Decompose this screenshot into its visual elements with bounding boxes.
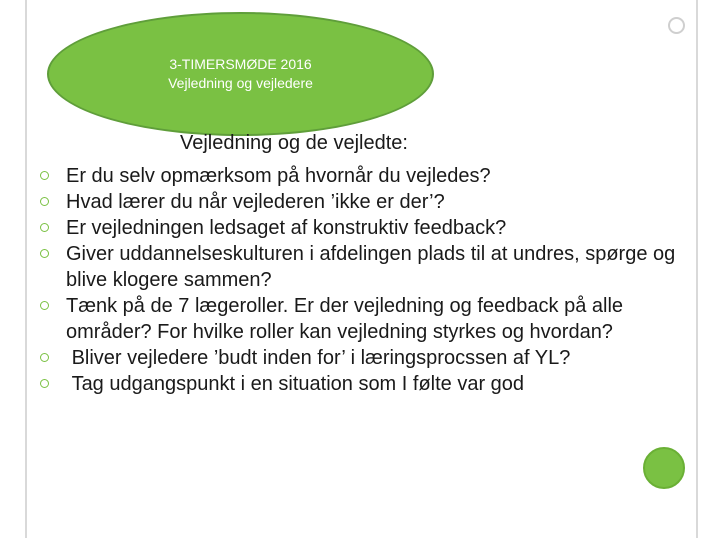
bullet-item xyxy=(40,345,680,371)
bullet-text: Er du selv opmærksom på hvornår du vejledes? xyxy=(66,165,491,187)
bullet-text: Giver uddannelseskulturen i afdelingen plads til at undres, spørge og blive klogere sammen? xyxy=(66,243,676,291)
bullet-text: Hvad lærer du når vejlederen ’ikke er der’? xyxy=(66,191,445,213)
bullet-text: Bliver vejledere ’budt inden for’ i læringsprocssen af YL? xyxy=(66,347,571,369)
bullet-item xyxy=(40,189,680,215)
title-ellipse xyxy=(47,12,434,136)
bullet-item xyxy=(40,293,680,345)
bullet-item xyxy=(40,163,680,189)
bullet-circle-icon xyxy=(40,353,49,362)
bullet-circle-icon xyxy=(40,223,49,232)
bullet-circle-icon xyxy=(40,197,49,206)
subheading: Vejledning og de vejledte: xyxy=(180,132,408,154)
bullet-circle-icon xyxy=(40,171,49,180)
bullet-item xyxy=(40,371,680,397)
bullet-text: Tænk på de 7 lægeroller. Er der vejledning og feedback på alle områder? For hvilke roller kan vejledning styrkes og hvordan? xyxy=(66,295,624,343)
decorative-circle-top xyxy=(668,17,685,34)
bullet-item xyxy=(40,215,680,241)
bullet-circle-icon xyxy=(40,301,49,310)
bullet-list xyxy=(40,163,680,397)
bullet-circle-icon xyxy=(40,249,49,258)
bullet-item xyxy=(40,241,680,293)
decorative-circle-bottom xyxy=(643,447,685,489)
title-line-2: Vejledning og vejledere xyxy=(168,75,313,91)
bullet-text: Tag udgangspunkt i en situation som I følte var god xyxy=(66,373,525,395)
title-line-1: 3-TIMERSMØDE 2016 xyxy=(169,56,312,72)
bullet-circle-icon xyxy=(40,379,49,388)
bullet-text: Er vejledningen ledsaget af konstruktiv feedback? xyxy=(66,217,507,239)
